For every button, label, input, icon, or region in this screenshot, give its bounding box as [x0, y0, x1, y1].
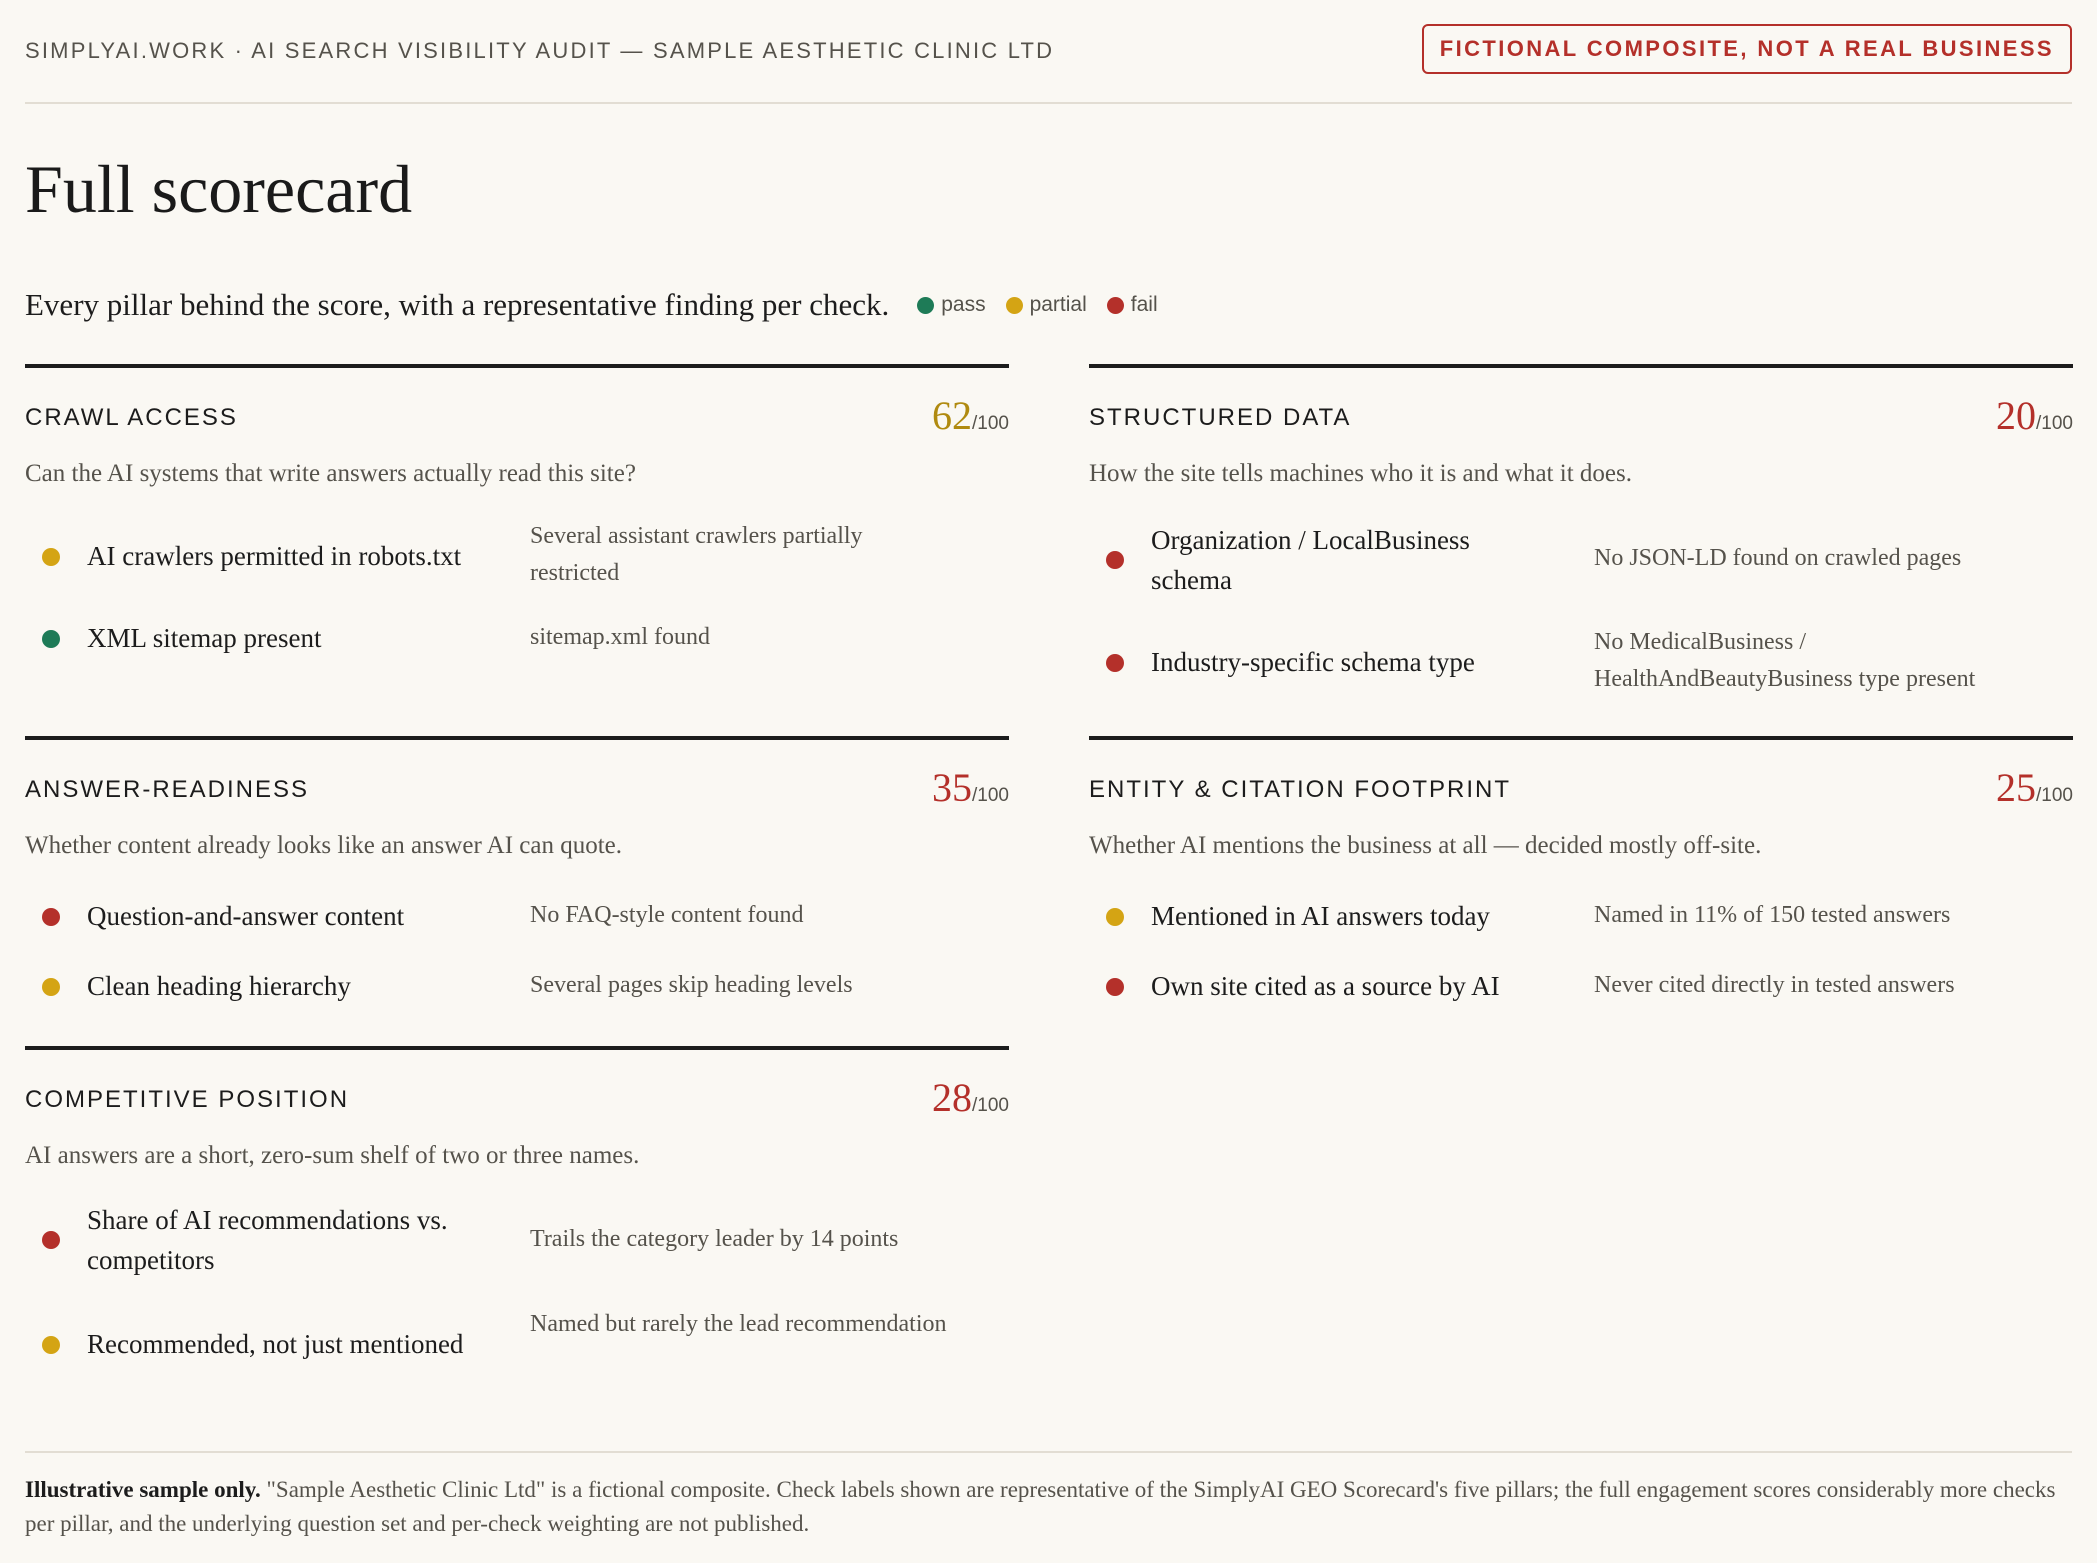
pillar-crawl-access [25, 364, 1009, 704]
pillar-score [1996, 392, 2073, 439]
status-dot-icon [1106, 908, 1124, 926]
pillar-score [1996, 764, 2073, 811]
pillar-header [25, 1050, 1009, 1120]
check-finding: Named but rarely the lead recommendation [530, 1311, 947, 1337]
score-denominator: /100 [972, 413, 1009, 434]
check-finding: Several pages skip heading levels [530, 972, 853, 998]
score-denominator: /100 [972, 785, 1009, 806]
score-denominator: /100 [972, 1095, 1009, 1116]
score-value: 20 [1996, 393, 2037, 438]
pillar-header [1089, 368, 2073, 438]
check-row [25, 966, 1009, 1006]
page-title: Full scorecard [25, 151, 413, 227]
pillar-header [1089, 740, 2073, 810]
footer-text: "Sample Aesthetic Clinic Ltd" is a fictional composite. Check labels shown are representative of the SimplyAI GEO Scorecard's five pillars; the full engagement scores considerably more checks per pillar, and the underlying question set and per-check weighting are not published. [25, 1477, 2056, 1536]
legend-fail [1107, 293, 1158, 317]
status-dot-icon [42, 548, 60, 566]
check-label: Share of AI recommendations vs. competitors [87, 1205, 448, 1275]
pillar-name: ANSWER-READINESS [25, 776, 310, 803]
pillar-description: Whether AI mentions the business at all — decided mostly off-site. [1089, 832, 1762, 859]
legend-pass [917, 293, 985, 317]
check-row [1089, 624, 2073, 700]
pillar-description: Can the AI systems that write answers actually read this site? [25, 460, 636, 487]
pillar-description: AI answers are a short, zero-sum shelf of two or three names. [25, 1142, 640, 1169]
score-value: 25 [1996, 765, 2037, 810]
footer-disclaimer [25, 1451, 2072, 1541]
check-row [1089, 520, 2073, 600]
check-label: Own site cited as a source by AI [1151, 971, 1500, 1001]
status-dot-icon [42, 630, 60, 648]
check-label: Organization / LocalBusiness schema [1151, 525, 1470, 595]
score-denominator: /100 [2036, 413, 2073, 434]
status-dot-icon [42, 978, 60, 996]
status-dot-icon [42, 1231, 60, 1249]
score-value: 35 [932, 765, 973, 810]
pillar-name: COMPETITIVE POSITION [25, 1086, 350, 1113]
check-finding: Several assistant crawlers partially restricted [530, 523, 863, 586]
pillar-header [25, 740, 1009, 810]
check-row [1089, 896, 2073, 936]
legend-label: fail [1130, 293, 1158, 316]
check-row [25, 1306, 1009, 1382]
status-legend [917, 293, 1177, 317]
check-label: Recommended, not just mentioned [87, 1329, 464, 1359]
brand-header: SIMPLYAI.WORK · AI SEARCH VISIBILITY AUDIT — SAMPLE AESTHETIC CLINIC LTD [25, 38, 1055, 63]
pillar-structured-data [1089, 364, 2073, 704]
check-row [25, 896, 1009, 936]
pillar-name: CRAWL ACCESS [25, 404, 238, 431]
top-bar [25, 24, 2072, 104]
check-row [25, 1200, 1009, 1280]
status-dot-icon [42, 1336, 60, 1354]
check-label: Industry-specific schema type [1151, 647, 1475, 677]
check-row [25, 518, 1009, 594]
legend-label: pass [941, 293, 986, 316]
pillar-score [932, 392, 1009, 439]
pillar-competitive-position [25, 1046, 1009, 1386]
partial-dot-icon [1006, 297, 1023, 314]
score-value: 62 [932, 393, 973, 438]
check-label: Mentioned in AI answers today [1151, 901, 1490, 931]
score-denominator: /100 [2036, 785, 2073, 806]
pillar-score [932, 1074, 1009, 1121]
pillar-score [932, 764, 1009, 811]
pillar-description: How the site tells machines who it is and what it does. [1089, 460, 1632, 487]
pillar-entity-citation-footprint [1089, 736, 2073, 1032]
status-dot-icon [1106, 551, 1124, 569]
check-finding: Trails the category leader by 14 points [530, 1226, 899, 1252]
check-finding: Named in 11% of 150 tested answers [1594, 902, 1951, 928]
check-label: Clean heading hierarchy [87, 971, 351, 1001]
pillar-name: ENTITY & CITATION FOOTPRINT [1089, 776, 1512, 803]
check-label: AI crawlers permitted in robots.txt [87, 541, 462, 571]
subtitle-row [25, 283, 1178, 327]
fail-dot-icon [1107, 297, 1124, 314]
legend-label: partial [1029, 293, 1087, 316]
pillar-answer-readiness [25, 736, 1009, 1032]
fictional-badge: FICTIONAL COMPOSITE, NOT A REAL BUSINESS [1422, 24, 2072, 74]
legend-partial [1006, 293, 1087, 317]
pillar-description: Whether content already looks like an answer AI can quote. [25, 832, 622, 859]
status-dot-icon [1106, 978, 1124, 996]
score-value: 28 [932, 1075, 973, 1120]
check-finding: No MedicalBusiness / HealthAndBeautyBusiness type present [1594, 629, 1976, 692]
footer-lead: Illustrative sample only. [25, 1477, 261, 1502]
check-label: XML sitemap present [87, 623, 322, 653]
status-dot-icon [42, 908, 60, 926]
check-row [25, 618, 1009, 658]
check-finding: Never cited directly in tested answers [1594, 972, 1955, 998]
check-finding: No FAQ-style content found [530, 902, 804, 928]
pillar-header [25, 368, 1009, 438]
check-finding: No JSON-LD found on crawled pages [1594, 545, 1962, 571]
check-label: Question-and-answer content [87, 901, 405, 931]
check-row [1089, 966, 2073, 1006]
pass-dot-icon [917, 297, 934, 314]
pillar-name: STRUCTURED DATA [1089, 404, 1352, 431]
status-dot-icon [1106, 654, 1124, 672]
page-subtitle: Every pillar behind the score, with a representative finding per check. [25, 287, 890, 322]
check-finding: sitemap.xml found [530, 624, 710, 650]
